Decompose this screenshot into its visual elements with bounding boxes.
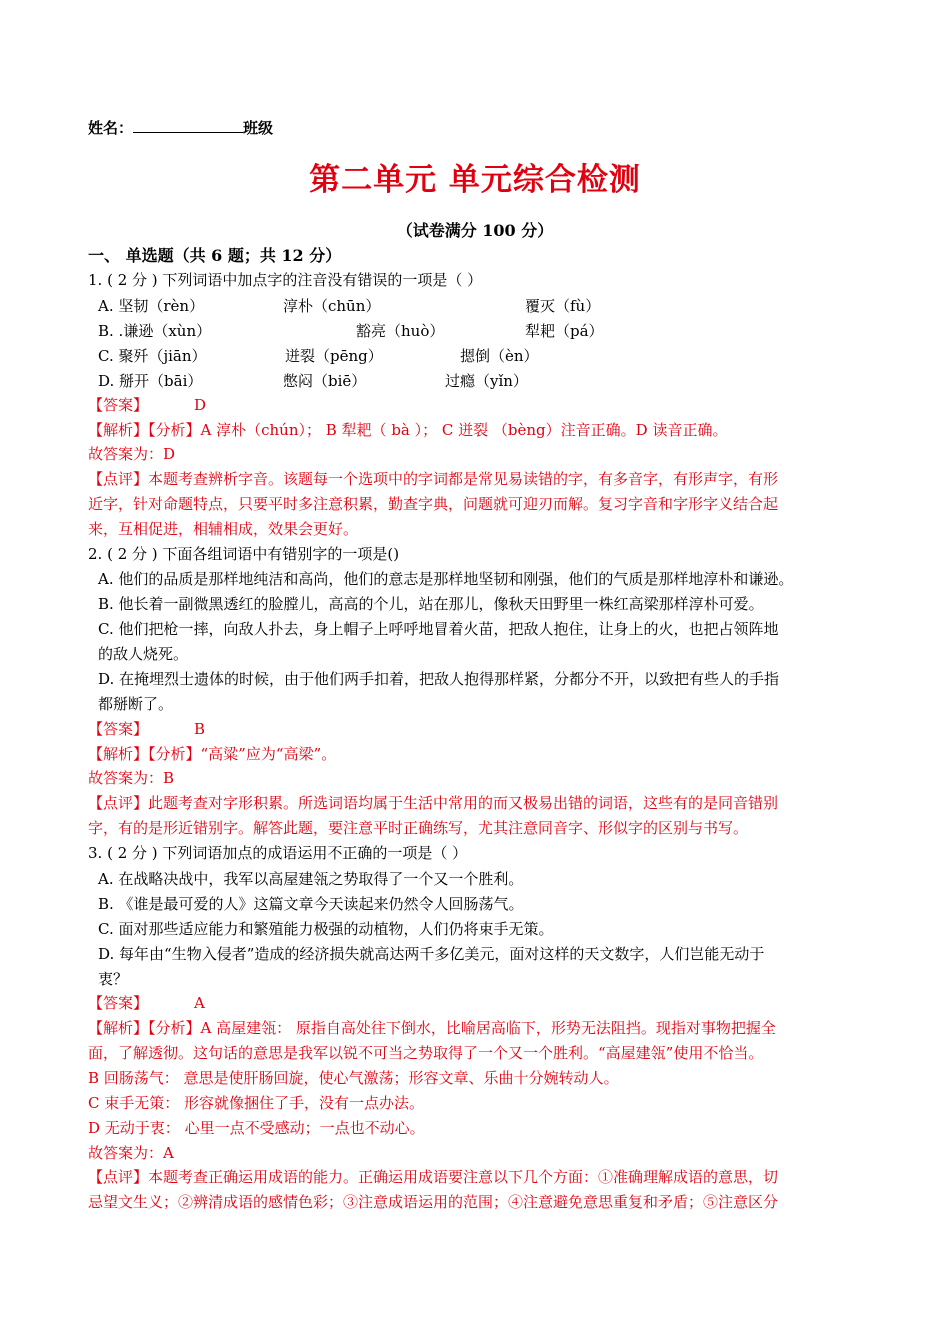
q3-comment-1: [88, 1167, 778, 1187]
q2-final: 故答案为：B: [88, 769, 175, 787]
q2-option-d: D. 在掩埋烈士遗体的时候，由于他们两手扣着，把敌人抱得那样紧，分都分不开，以致把有些人的手指: [98, 670, 780, 688]
answer-label: 【答案】: [88, 396, 149, 414]
q1-a-1: A. 坚韧（rèn）: [98, 297, 205, 315]
q1-comment-text: 本题考查辨析字音。该题每一个选项中的字词都是常见易读错的字，有多音字，有形声字，有形: [148, 470, 779, 488]
analysis-label: 【解析】【分析】: [88, 1019, 201, 1037]
q3-answer: [88, 993, 205, 1013]
q1-option-row-d: [98, 371, 858, 391]
q2-option-c-cont: 的敌人烧死。: [98, 645, 189, 663]
name-blank[interactable]: [133, 118, 243, 133]
q1-c-2: 迸裂（pēng）: [285, 347, 383, 365]
q2-analysis-text: “高粱”应为“高梁”。: [200, 745, 337, 763]
q3-option-b: B. 《谁是最可爱的人》这篇文章今天读起来仍然令人回肠荡气。: [98, 895, 524, 913]
q2-answer: [88, 719, 205, 739]
q2-option-b: B. 他长着一副微黑透红的脸膛儿，高高的个儿，站在那儿，像秋天田野里一株红高梁那样淳朴可爱。: [98, 595, 764, 613]
q1-c-3: 摁倒（èn）: [460, 347, 539, 365]
q3-analysis-2: 面，了解透彻。这句话的意思是我军以锐不可当之势取得了一个又一个胜利。“高屋建瓴”使用不恰当。: [88, 1044, 764, 1062]
q2-answer-value: B: [194, 720, 206, 738]
q1-answer: [88, 395, 206, 415]
q1-answer-value: D: [194, 396, 207, 414]
q3-comment-text: 本题考查正确运用成语的能力。正确运用成语要注意以下几个方面：①准确理解成语的意思，切: [148, 1168, 779, 1186]
comment-label: 【点评】: [88, 794, 149, 812]
q2-option-d-cont: 都掰断了。: [98, 695, 174, 713]
name-class-line: [88, 118, 273, 138]
q3-analysis-text: A 高屋建瓴： 原指自高处往下倒水，比喻居高临下，形势无法阻挡。现指对事物把握全: [200, 1019, 776, 1037]
q3-final: 故答案为：A: [88, 1144, 174, 1162]
q3-analysis-5: D 无动于衷： 心里一点不受感动；一点也不动心。: [88, 1119, 425, 1137]
q1-d-3: 过瘾（yǐn）: [445, 372, 528, 390]
q1-b-3: 犁耙（pá）: [525, 322, 604, 340]
q1-c-1: C. 聚歼（jiān）: [98, 347, 207, 365]
q1-stem: 1. ( 2 分 ) 下列词语中加点字的注音没有错误的一项是（ ）: [88, 271, 483, 289]
q1-d-1: D. 掰开（bāi）: [98, 372, 203, 390]
q2-stem: 2. ( 2 分 ) 下面各组词语中有错别字的一项是(): [88, 545, 400, 563]
q2-comment-1: [88, 793, 778, 813]
q1-final: 故答案为：D: [88, 445, 176, 463]
q3-analysis-1: [88, 1018, 776, 1038]
q1-option-row-a: [98, 296, 858, 316]
section-heading: 一、 单选题（共 6 题；共 12 分）: [88, 246, 342, 265]
q1-comment-3: 来，互相促进，相辅相成，效果会更好。: [88, 520, 359, 538]
class-label: 班级: [243, 119, 274, 137]
comment-label: 【点评】: [88, 1168, 149, 1186]
q1-a-3: 覆灭（fù）: [525, 297, 601, 315]
q1-b-1: B. .谦逊（xùn）: [98, 322, 212, 340]
q3-option-d-cont: 衷？: [98, 970, 129, 988]
analysis-label: 【解析】【分析】: [88, 745, 201, 763]
q3-stem: 3. ( 2 分 ) 下列词语加点的成语运用不正确的一项是（ ）: [88, 844, 468, 862]
q2-comment-2: 字，有的是形近错别字。解答此题，要注意平时正确练写，尤其注意同音字、形似字的区别与书写。: [88, 819, 749, 837]
q3-option-c: C. 面对那些适应能力和繁殖能力极强的动植物，人们仍将束手无策。: [98, 920, 554, 938]
q1-analysis-text: A 淳朴（chún）； B 犁耙（ bà ）； C 迸裂 （bèng）注音正确。D 读音正确。: [200, 421, 728, 439]
answer-label: 【答案】: [88, 720, 149, 738]
q3-option-a: A. 在战略决战中，我军以高屋建瓴之势取得了一个又一个胜利。: [98, 870, 524, 888]
analysis-label: 【解析】【分析】: [88, 421, 201, 439]
q1-option-row-c: [98, 346, 858, 366]
q2-option-a: A. 他们的品质是那样地纯洁和高尚，他们的意志是那样地坚韧和刚强，他们的气质是那样地淳朴和谦逊。: [98, 570, 794, 588]
comment-label: 【点评】: [88, 470, 149, 488]
q3-comment-2: 忌望文生义；②辨清成语的感情色彩；③注意成语运用的范围；④注意避免意思重复和矛盾；⑤注意区分: [88, 1193, 779, 1211]
q1-d-2: 憋闷（biē）: [283, 372, 367, 390]
q2-comment-text: 此题考查对字形积累。所选词语均属于生活中常用的而又极易出错的词语，这些有的是同音错别: [148, 794, 779, 812]
q1-option-row-b: [98, 321, 858, 341]
q3-analysis-4: C 束手无策： 形容就像捆住了手，没有一点办法。: [88, 1094, 425, 1112]
q1-analysis: [88, 420, 727, 440]
q3-answer-value: A: [194, 994, 205, 1012]
page-subtitle: （试卷满分 100 分）: [396, 221, 554, 240]
q1-comment-1: [88, 469, 778, 489]
q1-b-2: 豁亮（huò）: [356, 322, 445, 340]
q2-analysis: [88, 744, 336, 764]
page-title: 第二单元 单元综合检测: [309, 162, 641, 198]
answer-label: 【答案】: [88, 994, 149, 1012]
q3-analysis-3: B 回肠荡气： 意思是使肝肠回旋，使心气激荡；形容文章、乐曲十分婉转动人。: [88, 1069, 619, 1087]
q2-option-c: C. 他们把枪一摔，向敌人扑去，身上帽子上呼呼地冒着火苗，把敌人抱住，让身上的火，也把占领阵地: [98, 620, 779, 638]
q1-a-2: 淳朴（chūn）: [283, 297, 381, 315]
q1-comment-2: 近字，针对命题特点，只要平时多注意积累，勤查字典，问题就可迎刃而解。复习字音和字形字义结合起: [88, 495, 779, 513]
q3-option-d: D. 每年由“生物入侵者”造成的经济损失就高达两千多亿美元，面对这样的天文数字，人们岂能无动于: [98, 945, 765, 963]
name-label: 姓名：: [88, 119, 134, 137]
